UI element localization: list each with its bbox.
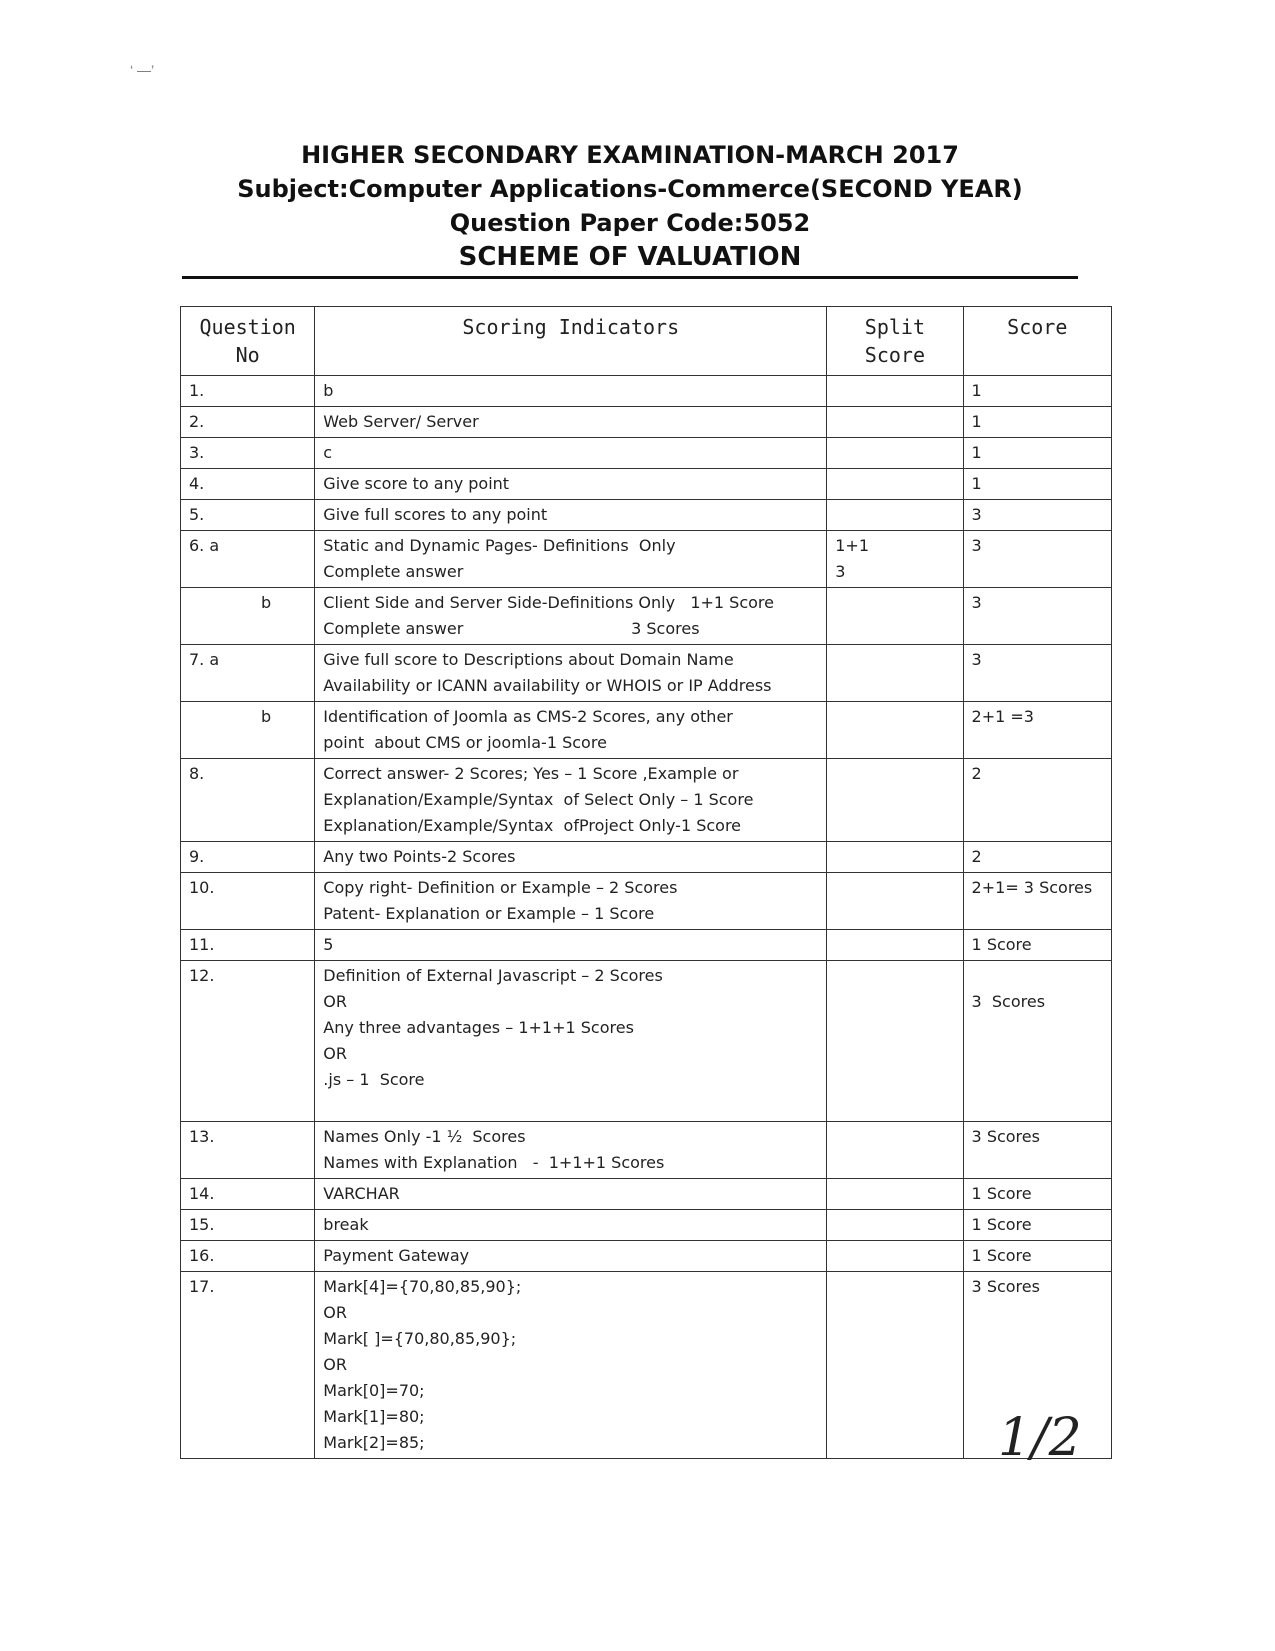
score-cell	[963, 407, 1111, 438]
score-cell	[963, 438, 1111, 469]
indicator-line: b	[323, 381, 334, 400]
indicator-line: Availability or ICANN availability or WHOIS or IP Address	[323, 676, 772, 695]
indicator-line: Complete answer	[323, 562, 464, 581]
score-cell	[963, 1179, 1111, 1210]
indicator-line: Static and Dynamic Pages- Definitions Only	[323, 536, 676, 555]
question-number: 7. a	[181, 645, 315, 702]
indicator-cell	[315, 407, 827, 438]
indicator-line: OR	[323, 1355, 348, 1374]
question-number: b	[181, 702, 315, 759]
indicators-header: Scoring Indicators	[315, 307, 827, 376]
indicator-line: Give score to any point	[323, 474, 510, 493]
question-number: 1.	[181, 376, 315, 407]
indicator-line: Mark[1]=80;	[323, 1407, 425, 1426]
table-row	[181, 873, 1112, 930]
score-line: 1 Score	[971, 1246, 1032, 1265]
question-number: 8.	[181, 759, 315, 842]
header-label: Split	[864, 315, 925, 339]
score-cell	[963, 531, 1111, 588]
indicator-line: Patent- Explanation or Example – 1 Score	[323, 904, 655, 923]
indicator-line: Mark[4]={70,80,85,90};	[323, 1277, 522, 1296]
question-number: 17.	[181, 1272, 315, 1459]
score-cell	[963, 376, 1111, 407]
indicator-line: Identification of Joomla as CMS-2 Scores, any other	[323, 707, 733, 726]
score-line: 1	[971, 443, 982, 462]
score-cell	[963, 500, 1111, 531]
score-cell	[963, 759, 1111, 842]
table-body	[181, 376, 1112, 1459]
score-line: 3	[971, 536, 982, 555]
indicator-cell	[315, 1122, 827, 1179]
split-score-cell	[827, 407, 963, 438]
split-score-line: 3	[835, 562, 846, 581]
score-line: 3 Scores	[971, 1277, 1040, 1296]
score-cell	[963, 930, 1111, 961]
indicator-line: OR	[323, 1044, 348, 1063]
split-score-cell	[827, 531, 963, 588]
split-score-cell	[827, 961, 963, 1122]
indicator-line: Client Side and Server Side-Definitions Only 1+1 Score	[323, 593, 774, 612]
header-label: Question	[199, 315, 296, 339]
question-number: 16.	[181, 1241, 315, 1272]
indicator-line: break	[323, 1215, 369, 1234]
table-row	[181, 1241, 1112, 1272]
split-score-cell	[827, 930, 963, 961]
score-cell	[963, 645, 1111, 702]
indicator-cell	[315, 588, 827, 645]
table-row	[181, 500, 1112, 531]
indicator-line	[323, 1093, 818, 1119]
question-no-header	[181, 307, 315, 376]
score-cell	[963, 469, 1111, 500]
score-line: 1 Score	[971, 1184, 1032, 1203]
score-cell	[963, 588, 1111, 645]
indicator-cell	[315, 1272, 827, 1459]
score-line: 2	[971, 764, 982, 783]
indicator-cell	[315, 438, 827, 469]
table-row	[181, 759, 1112, 842]
split-score-cell	[827, 588, 963, 645]
indicator-line: Mark[0]=70;	[323, 1381, 425, 1400]
indicator-line: Any two Points-2 Scores	[323, 847, 516, 866]
table-row	[181, 842, 1112, 873]
question-number: b	[181, 588, 315, 645]
score-line: 3 Scores	[971, 1127, 1040, 1146]
table-row	[181, 1179, 1112, 1210]
indicator-cell	[315, 376, 827, 407]
indicator-line: Give full score to Descriptions about Domain Name	[323, 650, 734, 669]
indicator-line: OR	[323, 1303, 348, 1322]
table-row	[181, 930, 1112, 961]
indicator-cell	[315, 702, 827, 759]
table-row	[181, 1122, 1112, 1179]
table-row	[181, 588, 1112, 645]
split-score-line: 1+1	[835, 536, 869, 555]
indicator-line: Complete answer 3 Scores	[323, 619, 700, 638]
table-row	[181, 531, 1112, 588]
question-number: 9.	[181, 842, 315, 873]
question-number: 3.	[181, 438, 315, 469]
score-cell	[963, 702, 1111, 759]
split-score-cell	[827, 500, 963, 531]
indicator-cell	[315, 759, 827, 842]
indicator-line: Mark[2]=85;	[323, 1433, 425, 1452]
indicator-line: Names with Explanation - 1+1+1 Scores	[323, 1153, 665, 1172]
split-score-cell	[827, 1272, 963, 1459]
scheme-title: SCHEME OF VALUATION	[458, 242, 802, 272]
score-line: 2	[971, 847, 982, 866]
indicator-line: Give full scores to any point	[323, 505, 548, 524]
table-row	[181, 407, 1112, 438]
score-cell	[963, 842, 1111, 873]
table-row	[181, 438, 1112, 469]
question-number: 14.	[181, 1179, 315, 1210]
indicator-line: point about CMS or joomla-1 Score	[323, 733, 607, 752]
indicator-line: VARCHAR	[323, 1184, 400, 1203]
indicator-cell	[315, 469, 827, 500]
score-cell	[963, 961, 1111, 1122]
score-header: Score	[963, 307, 1111, 376]
indicator-line: c	[323, 443, 333, 462]
indicator-line: Payment Gateway	[323, 1246, 470, 1265]
indicator-line: Names Only -1 ½ Scores	[323, 1127, 526, 1146]
split-score-cell	[827, 438, 963, 469]
table-header-row	[181, 307, 1112, 376]
indicator-cell	[315, 500, 827, 531]
indicator-cell	[315, 1179, 827, 1210]
score-line: 3	[971, 505, 982, 524]
table-row	[181, 702, 1112, 759]
split-score-cell	[827, 1241, 963, 1272]
question-number: 12.	[181, 961, 315, 1122]
score-line: 2+1= 3 Scores	[971, 878, 1093, 897]
indicator-line: Correct answer- 2 Scores; Yes – 1 Score ,Example or	[323, 764, 739, 783]
header-label: No	[235, 343, 260, 367]
score-cell	[963, 873, 1111, 930]
indicator-line: Any three advantages – 1+1+1 Scores	[323, 1018, 634, 1037]
score-line	[972, 963, 1103, 989]
score-line: 3 Scores	[971, 992, 1046, 1011]
document-header	[180, 138, 1080, 274]
split-score-header	[827, 307, 963, 376]
score-cell	[963, 1122, 1111, 1179]
score-line: 1	[971, 474, 982, 493]
question-number: 4.	[181, 469, 315, 500]
indicator-line: 5	[323, 935, 334, 954]
split-score-cell	[827, 1179, 963, 1210]
score-line: 1 Score	[971, 935, 1032, 954]
question-number: 5.	[181, 500, 315, 531]
indicator-cell	[315, 531, 827, 588]
indicator-line: Explanation/Example/Syntax of Select Only – 1 Score	[323, 790, 754, 809]
valuation-table	[180, 306, 1112, 1459]
question-number: 2.	[181, 407, 315, 438]
split-score-cell	[827, 1210, 963, 1241]
split-score-cell	[827, 645, 963, 702]
score-line: 3	[971, 650, 982, 669]
corner-mark: ‘ —’	[130, 62, 155, 78]
table-row	[181, 1272, 1112, 1459]
score-cell	[963, 1210, 1111, 1241]
page-number-signature: 1/2	[998, 1408, 1082, 1468]
split-score-cell	[827, 842, 963, 873]
exam-title: HIGHER SECONDARY EXAMINATION-MARCH 2017	[301, 141, 959, 169]
table-row	[181, 1210, 1112, 1241]
split-score-cell	[827, 702, 963, 759]
split-score-cell	[827, 1122, 963, 1179]
split-score-cell	[827, 376, 963, 407]
indicator-line: Mark[ ]={70,80,85,90};	[323, 1329, 517, 1348]
score-line: 2+1 =3	[971, 707, 1034, 726]
indicator-cell	[315, 1241, 827, 1272]
indicator-cell	[315, 842, 827, 873]
indicator-line: Definition of External Javascript – 2 Scores	[323, 966, 663, 985]
subject-line: Subject:Computer Applications-Commerce(SECOND YEAR)	[237, 175, 1023, 203]
question-number: 11.	[181, 930, 315, 961]
indicator-cell	[315, 1210, 827, 1241]
score-line: 3	[971, 593, 982, 612]
question-number: 15.	[181, 1210, 315, 1241]
table-row	[181, 961, 1112, 1122]
table-row	[181, 469, 1112, 500]
indicator-cell	[315, 873, 827, 930]
split-score-cell	[827, 469, 963, 500]
indicator-line: Copy right- Definition or Example – 2 Scores	[323, 878, 678, 897]
indicator-cell	[315, 961, 827, 1122]
indicator-line: .js – 1 Score	[323, 1070, 425, 1089]
score-line: 1	[971, 381, 982, 400]
indicator-line: Web Server/ Server	[323, 412, 479, 431]
header-label: Score	[864, 343, 925, 367]
score-line: 1 Score	[971, 1215, 1032, 1234]
split-score-cell	[827, 759, 963, 842]
score-line: 1	[971, 412, 982, 431]
paper-code: Question Paper Code:5052	[449, 209, 811, 237]
question-number: 6. a	[181, 531, 315, 588]
question-number: 10.	[181, 873, 315, 930]
score-cell	[963, 1241, 1111, 1272]
table-row	[181, 376, 1112, 407]
split-score-cell	[827, 873, 963, 930]
table-row	[181, 645, 1112, 702]
indicator-line: OR	[323, 992, 348, 1011]
indicator-cell	[315, 645, 827, 702]
question-number: 13.	[181, 1122, 315, 1179]
header-divider	[182, 276, 1078, 279]
indicator-cell	[315, 930, 827, 961]
indicator-line: Explanation/Example/Syntax ofProject Only-1 Score	[323, 816, 742, 835]
